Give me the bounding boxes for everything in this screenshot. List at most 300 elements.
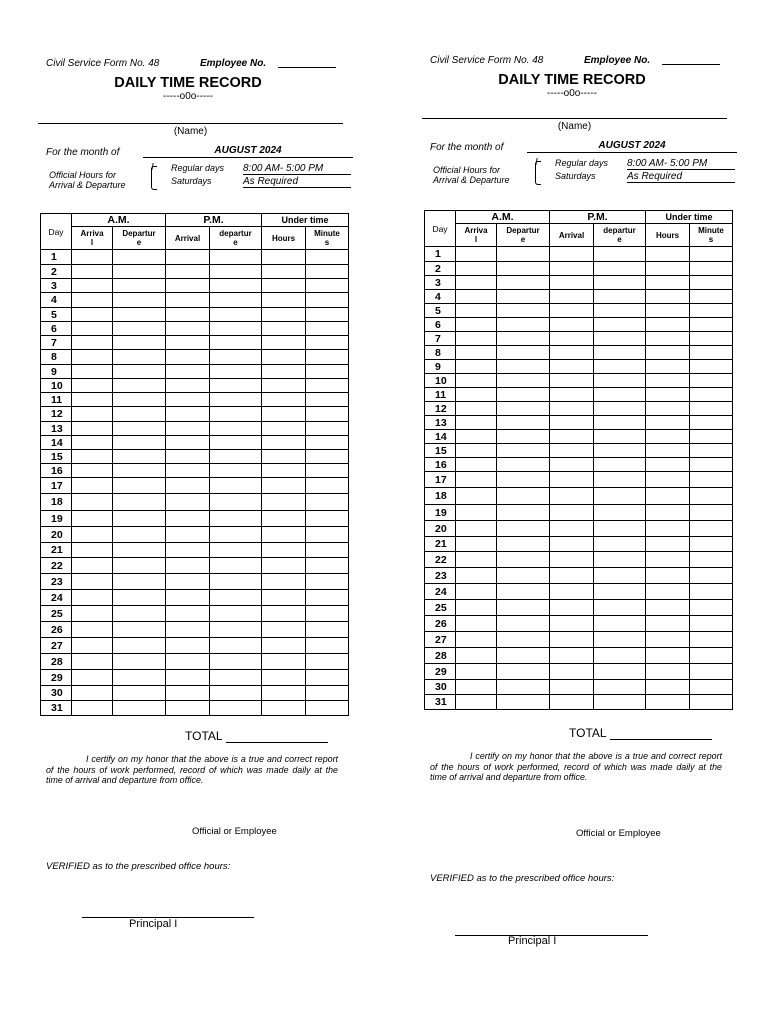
hours-cell[interactable]	[262, 450, 306, 464]
minutes-cell[interactable]	[306, 606, 349, 622]
pm-arrival-cell[interactable]	[166, 654, 210, 670]
pm-departure-cell[interactable]	[210, 393, 262, 407]
minutes-cell[interactable]	[306, 250, 349, 265]
minutes-cell[interactable]	[690, 430, 733, 444]
am-arrival-cell[interactable]	[456, 537, 497, 552]
pm-departure-cell[interactable]	[594, 568, 646, 584]
pm-arrival-cell[interactable]	[550, 616, 594, 632]
pm-departure-cell[interactable]	[594, 290, 646, 304]
minutes-cell[interactable]	[306, 350, 349, 365]
am-departure-cell[interactable]	[497, 416, 550, 430]
minutes-cell[interactable]	[690, 648, 733, 664]
am-departure-cell[interactable]	[497, 552, 550, 568]
pm-departure-cell[interactable]	[210, 464, 262, 478]
am-arrival-cell[interactable]	[72, 558, 113, 574]
minutes-cell[interactable]	[690, 346, 733, 360]
am-arrival-cell[interactable]	[456, 632, 497, 648]
am-departure-cell[interactable]	[497, 360, 550, 374]
minutes-cell[interactable]	[306, 436, 349, 450]
pm-departure-cell[interactable]	[594, 444, 646, 458]
minutes-cell[interactable]	[306, 422, 349, 436]
pm-departure-cell[interactable]	[210, 686, 262, 701]
am-arrival-cell[interactable]	[456, 318, 497, 332]
am-arrival-cell[interactable]	[72, 511, 113, 527]
am-arrival-cell[interactable]	[456, 521, 497, 537]
employee-no-field[interactable]	[662, 64, 720, 65]
hours-cell[interactable]	[646, 695, 690, 710]
hours-cell[interactable]	[646, 318, 690, 332]
pm-departure-cell[interactable]	[594, 537, 646, 552]
am-departure-cell[interactable]	[113, 322, 166, 336]
am-arrival-cell[interactable]	[456, 600, 497, 616]
am-arrival-cell[interactable]	[72, 464, 113, 478]
pm-arrival-cell[interactable]	[550, 262, 594, 276]
hours-cell[interactable]	[646, 247, 690, 262]
hours-cell[interactable]	[262, 464, 306, 478]
minutes-cell[interactable]	[306, 622, 349, 638]
hours-cell[interactable]	[262, 494, 306, 511]
hours-cell[interactable]	[262, 701, 306, 716]
hours-cell[interactable]	[262, 606, 306, 622]
hours-cell[interactable]	[646, 276, 690, 290]
pm-arrival-cell[interactable]	[166, 558, 210, 574]
minutes-cell[interactable]	[690, 680, 733, 695]
pm-departure-cell[interactable]	[210, 265, 262, 279]
am-arrival-cell[interactable]	[72, 365, 113, 379]
minutes-cell[interactable]	[690, 488, 733, 505]
am-departure-cell[interactable]	[497, 374, 550, 388]
pm-departure-cell[interactable]	[594, 648, 646, 664]
am-departure-cell[interactable]	[113, 436, 166, 450]
pm-arrival-cell[interactable]	[550, 632, 594, 648]
pm-arrival-cell[interactable]	[166, 527, 210, 543]
am-departure-cell[interactable]	[497, 247, 550, 262]
pm-arrival-cell[interactable]	[166, 638, 210, 654]
pm-arrival-cell[interactable]	[166, 543, 210, 558]
pm-arrival-cell[interactable]	[550, 247, 594, 262]
am-departure-cell[interactable]	[497, 505, 550, 521]
am-departure-cell[interactable]	[497, 695, 550, 710]
pm-departure-cell[interactable]	[210, 574, 262, 590]
am-departure-cell[interactable]	[497, 648, 550, 664]
minutes-cell[interactable]	[306, 336, 349, 350]
minutes-cell[interactable]	[306, 365, 349, 379]
am-departure-cell[interactable]	[497, 616, 550, 632]
pm-departure-cell[interactable]	[210, 407, 262, 422]
pm-departure-cell[interactable]	[210, 450, 262, 464]
pm-departure-cell[interactable]	[594, 276, 646, 290]
minutes-cell[interactable]	[690, 318, 733, 332]
pm-departure-cell[interactable]	[210, 436, 262, 450]
minutes-cell[interactable]	[306, 450, 349, 464]
minutes-cell[interactable]	[690, 584, 733, 600]
minutes-cell[interactable]	[306, 654, 349, 670]
am-departure-cell[interactable]	[113, 527, 166, 543]
minutes-cell[interactable]	[690, 552, 733, 568]
pm-arrival-cell[interactable]	[166, 590, 210, 606]
am-departure-cell[interactable]	[113, 422, 166, 436]
pm-departure-cell[interactable]	[210, 654, 262, 670]
pm-arrival-cell[interactable]	[166, 293, 210, 308]
am-arrival-cell[interactable]	[72, 622, 113, 638]
hours-cell[interactable]	[646, 430, 690, 444]
pm-arrival-cell[interactable]	[550, 332, 594, 346]
pm-departure-cell[interactable]	[210, 422, 262, 436]
am-departure-cell[interactable]	[113, 670, 166, 686]
pm-departure-cell[interactable]	[594, 402, 646, 416]
am-arrival-cell[interactable]	[72, 606, 113, 622]
hours-cell[interactable]	[646, 537, 690, 552]
pm-arrival-cell[interactable]	[166, 670, 210, 686]
am-departure-cell[interactable]	[113, 511, 166, 527]
am-arrival-cell[interactable]	[72, 422, 113, 436]
minutes-cell[interactable]	[306, 511, 349, 527]
am-departure-cell[interactable]	[497, 262, 550, 276]
am-arrival-cell[interactable]	[456, 247, 497, 262]
am-arrival-cell[interactable]	[456, 332, 497, 346]
hours-cell[interactable]	[646, 616, 690, 632]
hours-cell[interactable]	[262, 365, 306, 379]
am-departure-cell[interactable]	[497, 600, 550, 616]
hours-cell[interactable]	[646, 388, 690, 402]
am-arrival-cell[interactable]	[456, 568, 497, 584]
am-arrival-cell[interactable]	[456, 488, 497, 505]
minutes-cell[interactable]	[306, 308, 349, 322]
am-arrival-cell[interactable]	[456, 584, 497, 600]
am-arrival-cell[interactable]	[456, 416, 497, 430]
hours-cell[interactable]	[646, 521, 690, 537]
am-arrival-cell[interactable]	[72, 670, 113, 686]
hours-cell[interactable]	[646, 346, 690, 360]
am-departure-cell[interactable]	[497, 680, 550, 695]
minutes-cell[interactable]	[690, 444, 733, 458]
pm-arrival-cell[interactable]	[550, 488, 594, 505]
pm-departure-cell[interactable]	[594, 458, 646, 472]
minutes-cell[interactable]	[306, 574, 349, 590]
pm-arrival-cell[interactable]	[166, 279, 210, 293]
am-departure-cell[interactable]	[113, 450, 166, 464]
minutes-cell[interactable]	[690, 402, 733, 416]
pm-departure-cell[interactable]	[210, 308, 262, 322]
am-departure-cell[interactable]	[113, 543, 166, 558]
am-arrival-cell[interactable]	[72, 478, 113, 494]
am-departure-cell[interactable]	[497, 276, 550, 290]
pm-arrival-cell[interactable]	[550, 290, 594, 304]
am-arrival-cell[interactable]	[456, 402, 497, 416]
am-arrival-cell[interactable]	[456, 664, 497, 680]
pm-arrival-cell[interactable]	[166, 265, 210, 279]
pm-departure-cell[interactable]	[594, 632, 646, 648]
am-departure-cell[interactable]	[113, 606, 166, 622]
pm-departure-cell[interactable]	[594, 488, 646, 505]
employee-no-field[interactable]	[278, 67, 336, 68]
am-departure-cell[interactable]	[113, 701, 166, 716]
am-arrival-cell[interactable]	[456, 444, 497, 458]
pm-departure-cell[interactable]	[210, 250, 262, 265]
pm-arrival-cell[interactable]	[166, 701, 210, 716]
am-departure-cell[interactable]	[113, 464, 166, 478]
hours-cell[interactable]	[646, 472, 690, 488]
pm-departure-cell[interactable]	[594, 552, 646, 568]
hours-cell[interactable]	[262, 436, 306, 450]
pm-arrival-cell[interactable]	[166, 574, 210, 590]
am-departure-cell[interactable]	[113, 574, 166, 590]
minutes-cell[interactable]	[690, 276, 733, 290]
am-arrival-cell[interactable]	[72, 590, 113, 606]
hours-cell[interactable]	[646, 402, 690, 416]
pm-departure-cell[interactable]	[594, 521, 646, 537]
minutes-cell[interactable]	[690, 632, 733, 648]
am-departure-cell[interactable]	[497, 388, 550, 402]
minutes-cell[interactable]	[690, 262, 733, 276]
pm-departure-cell[interactable]	[210, 511, 262, 527]
pm-arrival-cell[interactable]	[166, 336, 210, 350]
am-arrival-cell[interactable]	[72, 450, 113, 464]
hours-cell[interactable]	[262, 558, 306, 574]
am-arrival-cell[interactable]	[456, 290, 497, 304]
am-arrival-cell[interactable]	[456, 262, 497, 276]
am-departure-cell[interactable]	[113, 350, 166, 365]
pm-arrival-cell[interactable]	[550, 402, 594, 416]
pm-arrival-cell[interactable]	[550, 304, 594, 318]
am-arrival-cell[interactable]	[456, 388, 497, 402]
minutes-cell[interactable]	[306, 393, 349, 407]
pm-arrival-cell[interactable]	[166, 407, 210, 422]
hours-cell[interactable]	[262, 422, 306, 436]
am-departure-cell[interactable]	[113, 293, 166, 308]
pm-departure-cell[interactable]	[210, 638, 262, 654]
minutes-cell[interactable]	[690, 505, 733, 521]
pm-departure-cell[interactable]	[594, 505, 646, 521]
am-arrival-cell[interactable]	[72, 265, 113, 279]
pm-departure-cell[interactable]	[210, 478, 262, 494]
hours-cell[interactable]	[262, 407, 306, 422]
am-departure-cell[interactable]	[497, 521, 550, 537]
hours-cell[interactable]	[646, 552, 690, 568]
hours-cell[interactable]	[262, 393, 306, 407]
am-departure-cell[interactable]	[113, 379, 166, 393]
pm-departure-cell[interactable]	[210, 590, 262, 606]
am-departure-cell[interactable]	[497, 290, 550, 304]
hours-cell[interactable]	[262, 527, 306, 543]
am-arrival-cell[interactable]	[72, 279, 113, 293]
pm-arrival-cell[interactable]	[550, 568, 594, 584]
minutes-cell[interactable]	[690, 374, 733, 388]
pm-departure-cell[interactable]	[594, 332, 646, 346]
am-departure-cell[interactable]	[497, 488, 550, 505]
am-arrival-cell[interactable]	[456, 430, 497, 444]
hours-cell[interactable]	[646, 304, 690, 318]
pm-arrival-cell[interactable]	[550, 388, 594, 402]
pm-departure-cell[interactable]	[594, 374, 646, 388]
am-departure-cell[interactable]	[113, 336, 166, 350]
pm-arrival-cell[interactable]	[550, 416, 594, 430]
minutes-cell[interactable]	[690, 600, 733, 616]
am-departure-cell[interactable]	[113, 478, 166, 494]
pm-departure-cell[interactable]	[210, 527, 262, 543]
hours-cell[interactable]	[262, 379, 306, 393]
hours-cell[interactable]	[646, 600, 690, 616]
pm-arrival-cell[interactable]	[550, 584, 594, 600]
pm-arrival-cell[interactable]	[550, 360, 594, 374]
am-departure-cell[interactable]	[497, 458, 550, 472]
am-departure-cell[interactable]	[113, 558, 166, 574]
am-departure-cell[interactable]	[113, 365, 166, 379]
am-departure-cell[interactable]	[497, 430, 550, 444]
hours-cell[interactable]	[262, 686, 306, 701]
hours-cell[interactable]	[262, 350, 306, 365]
pm-departure-cell[interactable]	[594, 664, 646, 680]
pm-departure-cell[interactable]	[594, 346, 646, 360]
pm-arrival-cell[interactable]	[166, 422, 210, 436]
am-departure-cell[interactable]	[113, 250, 166, 265]
pm-departure-cell[interactable]	[210, 494, 262, 511]
hours-cell[interactable]	[262, 322, 306, 336]
am-departure-cell[interactable]	[497, 346, 550, 360]
am-arrival-cell[interactable]	[456, 276, 497, 290]
hours-cell[interactable]	[646, 632, 690, 648]
pm-arrival-cell[interactable]	[166, 464, 210, 478]
pm-arrival-cell[interactable]	[550, 664, 594, 680]
hours-cell[interactable]	[262, 511, 306, 527]
pm-arrival-cell[interactable]	[550, 600, 594, 616]
am-arrival-cell[interactable]	[72, 701, 113, 716]
pm-departure-cell[interactable]	[594, 318, 646, 332]
pm-arrival-cell[interactable]	[166, 511, 210, 527]
hours-cell[interactable]	[646, 360, 690, 374]
pm-arrival-cell[interactable]	[550, 537, 594, 552]
hours-cell[interactable]	[646, 458, 690, 472]
am-arrival-cell[interactable]	[72, 250, 113, 265]
minutes-cell[interactable]	[306, 590, 349, 606]
am-departure-cell[interactable]	[497, 584, 550, 600]
am-arrival-cell[interactable]	[456, 616, 497, 632]
am-departure-cell[interactable]	[497, 402, 550, 416]
pm-arrival-cell[interactable]	[166, 322, 210, 336]
am-departure-cell[interactable]	[497, 304, 550, 318]
am-arrival-cell[interactable]	[72, 654, 113, 670]
hours-cell[interactable]	[646, 444, 690, 458]
hours-cell[interactable]	[262, 265, 306, 279]
pm-departure-cell[interactable]	[210, 322, 262, 336]
pm-departure-cell[interactable]	[210, 670, 262, 686]
am-departure-cell[interactable]	[113, 393, 166, 407]
hours-cell[interactable]	[646, 568, 690, 584]
pm-arrival-cell[interactable]	[550, 374, 594, 388]
pm-arrival-cell[interactable]	[166, 478, 210, 494]
am-arrival-cell[interactable]	[72, 638, 113, 654]
minutes-cell[interactable]	[306, 494, 349, 511]
minutes-cell[interactable]	[690, 247, 733, 262]
pm-departure-cell[interactable]	[210, 701, 262, 716]
am-arrival-cell[interactable]	[72, 336, 113, 350]
pm-arrival-cell[interactable]	[550, 276, 594, 290]
hours-cell[interactable]	[262, 308, 306, 322]
pm-departure-cell[interactable]	[210, 622, 262, 638]
hours-cell[interactable]	[646, 262, 690, 276]
am-arrival-cell[interactable]	[72, 322, 113, 336]
total-field[interactable]	[610, 727, 712, 740]
minutes-cell[interactable]	[306, 670, 349, 686]
minutes-cell[interactable]	[306, 527, 349, 543]
am-arrival-cell[interactable]	[72, 527, 113, 543]
pm-departure-cell[interactable]	[210, 543, 262, 558]
am-arrival-cell[interactable]	[456, 505, 497, 521]
am-arrival-cell[interactable]	[456, 552, 497, 568]
hours-cell[interactable]	[646, 664, 690, 680]
am-arrival-cell[interactable]	[456, 374, 497, 388]
am-departure-cell[interactable]	[113, 590, 166, 606]
am-arrival-cell[interactable]	[72, 686, 113, 701]
pm-departure-cell[interactable]	[210, 279, 262, 293]
pm-arrival-cell[interactable]	[550, 430, 594, 444]
am-arrival-cell[interactable]	[456, 472, 497, 488]
am-arrival-cell[interactable]	[72, 308, 113, 322]
minutes-cell[interactable]	[690, 472, 733, 488]
hours-cell[interactable]	[262, 590, 306, 606]
am-departure-cell[interactable]	[113, 622, 166, 638]
pm-arrival-cell[interactable]	[166, 450, 210, 464]
minutes-cell[interactable]	[690, 537, 733, 552]
minutes-cell[interactable]	[306, 686, 349, 701]
minutes-cell[interactable]	[306, 558, 349, 574]
minutes-cell[interactable]	[690, 416, 733, 430]
pm-arrival-cell[interactable]	[550, 648, 594, 664]
pm-arrival-cell[interactable]	[166, 606, 210, 622]
hours-cell[interactable]	[262, 670, 306, 686]
am-departure-cell[interactable]	[113, 686, 166, 701]
minutes-cell[interactable]	[690, 568, 733, 584]
minutes-cell[interactable]	[306, 543, 349, 558]
am-arrival-cell[interactable]	[456, 695, 497, 710]
pm-departure-cell[interactable]	[210, 606, 262, 622]
pm-arrival-cell[interactable]	[166, 393, 210, 407]
pm-arrival-cell[interactable]	[550, 680, 594, 695]
am-arrival-cell[interactable]	[456, 360, 497, 374]
hours-cell[interactable]	[262, 638, 306, 654]
pm-arrival-cell[interactable]	[550, 552, 594, 568]
minutes-cell[interactable]	[690, 332, 733, 346]
pm-departure-cell[interactable]	[210, 379, 262, 393]
pm-departure-cell[interactable]	[594, 680, 646, 695]
minutes-cell[interactable]	[306, 379, 349, 393]
am-departure-cell[interactable]	[497, 568, 550, 584]
am-arrival-cell[interactable]	[72, 494, 113, 511]
pm-arrival-cell[interactable]	[550, 695, 594, 710]
am-departure-cell[interactable]	[113, 654, 166, 670]
minutes-cell[interactable]	[306, 265, 349, 279]
pm-arrival-cell[interactable]	[166, 308, 210, 322]
hours-cell[interactable]	[646, 332, 690, 346]
am-arrival-cell[interactable]	[456, 304, 497, 318]
pm-departure-cell[interactable]	[594, 247, 646, 262]
pm-arrival-cell[interactable]	[166, 436, 210, 450]
am-arrival-cell[interactable]	[72, 293, 113, 308]
pm-departure-cell[interactable]	[594, 416, 646, 430]
pm-departure-cell[interactable]	[594, 262, 646, 276]
am-departure-cell[interactable]	[113, 308, 166, 322]
hours-cell[interactable]	[262, 654, 306, 670]
minutes-cell[interactable]	[690, 458, 733, 472]
pm-arrival-cell[interactable]	[550, 346, 594, 360]
hours-cell[interactable]	[262, 250, 306, 265]
minutes-cell[interactable]	[690, 521, 733, 537]
minutes-cell[interactable]	[690, 304, 733, 318]
pm-arrival-cell[interactable]	[166, 494, 210, 511]
am-departure-cell[interactable]	[497, 664, 550, 680]
hours-cell[interactable]	[262, 543, 306, 558]
minutes-cell[interactable]	[306, 464, 349, 478]
